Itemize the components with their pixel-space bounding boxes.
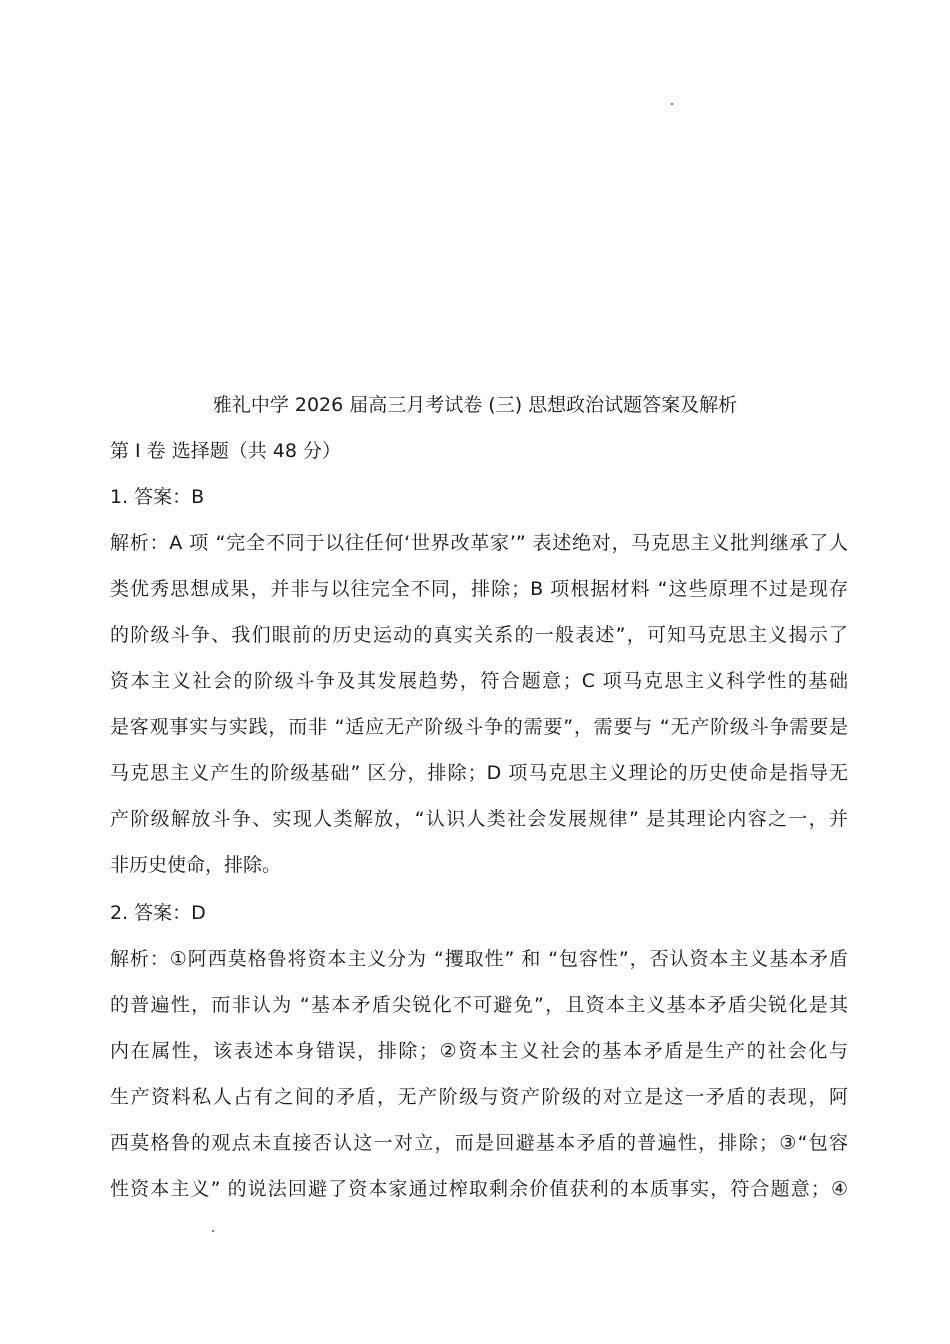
q1-analysis-line: 产阶级解放斗争、实现人类解放，“认识人类社会发展规律” 是其理论内容之一，并: [110, 808, 848, 830]
scan-speck: [671, 103, 673, 105]
q1-analysis-line: 资本主义社会的阶级斗争及其发展趋势，符合题意；C 项马克思主义科学性的基础: [110, 670, 848, 692]
q2-analysis-line: 性资本主义” 的说法回避了资本家通过榨取剩余价值获利的本质事实，符合题意；④: [110, 1178, 848, 1200]
q1-answer: 1. 答案：B: [110, 486, 205, 508]
q1-analysis-line: 类优秀思想成果，并非与以往完全不同，排除；B 项根据材料 “这些原理不过是现存: [110, 578, 848, 600]
section-heading: 第 Ⅰ 卷 选择题（共 48 分）: [110, 440, 341, 462]
q2-analysis-line: 解析：①阿西莫格鲁将资本主义分为 “攫取性” 和 “包容性”，否认资本主义基本矛盾: [110, 948, 848, 970]
q1-analysis-line: 非历史使命，排除。: [110, 854, 282, 876]
q1-analysis-line: 的阶级斗争、我们眼前的历史运动的真实关系的一般表述”，可知马克思主义揭示了: [110, 624, 848, 646]
q2-analysis-line: 西莫格鲁的观点未直接否认这一对立，而是回避基本矛盾的普遍性，排除；③“包容: [110, 1132, 848, 1154]
q2-analysis-line: 的普遍性，而非认为 “基本矛盾尖锐化不可避免”，且资本主义基本矛盾尖锐化是其: [110, 994, 848, 1016]
q1-analysis-line: 是客观事实与实践，而非 “适应无产阶级斗争的需要”，需要与 “无产阶级斗争需要是: [110, 716, 848, 738]
scan-speck: [212, 1230, 214, 1232]
q2-analysis-line: 生产资料私人占有之间的矛盾，无产阶级与资产阶级的对立是这一矛盾的表现，阿: [110, 1086, 848, 1108]
q1-analysis-line: 马克思主义产生的阶级基础” 区分，排除；D 项马克思主义理论的历史使命是指导无: [110, 762, 848, 784]
q1-analysis-line: 解析：A 项 “完全不同于以往任何‘世界改革家’” 表述绝对，马克思主义批判继承了人: [110, 532, 848, 554]
document-title: 雅礼中学 2026 届高三月考试卷 (三) 思想政治试题答案及解析: [212, 394, 738, 416]
q2-answer: 2. 答案：D: [110, 902, 206, 924]
q2-analysis-line: 内在属性，该表述本身错误，排除；②资本主义社会的基本矛盾是生产的社会化与: [110, 1040, 848, 1062]
